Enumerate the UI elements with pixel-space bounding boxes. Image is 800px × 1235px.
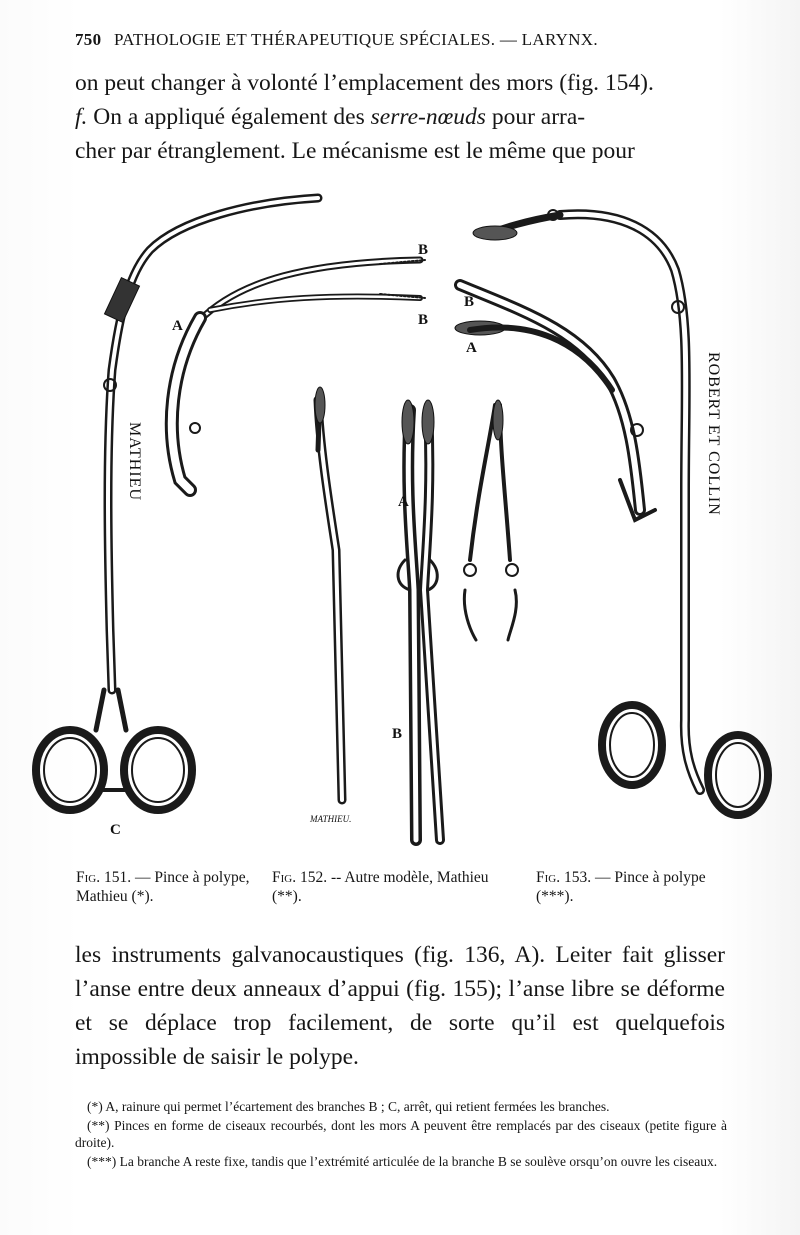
label-a-fig152: A — [398, 494, 409, 510]
label-b-fig153: B — [464, 294, 475, 310]
instrument-figure — [0, 190, 800, 850]
paragraph-top-line-2 — [75, 100, 725, 134]
label-c-fig151: C — [110, 822, 121, 838]
page-number: 750 — [75, 30, 102, 49]
label-b-mid: B — [418, 312, 429, 328]
footnotes — [75, 1098, 727, 1172]
paragraph-top-line-3: cher par étranglement. Le mécanisme est le même que pour — [75, 138, 635, 164]
label-a-fig151: A — [172, 318, 183, 334]
footnote-3: (***) La branche A reste fixe, tandis que l’extrémité articulée de la branche B se soulève orsqu’on ouvre les ciseaux. — [87, 1154, 718, 1169]
running-header — [75, 30, 725, 50]
fig151-forceps-drawing — [36, 198, 425, 810]
fig152-forceps-drawing — [315, 387, 518, 840]
label-b-top: B — [418, 242, 429, 258]
item-label-f: f. — [75, 104, 88, 130]
term-serre-noeuds: serre-nœuds — [370, 104, 486, 130]
caption-fig153-number: Fig. 153. — [536, 869, 592, 886]
paragraph-bottom: les instruments galvanocaustiques (fig. 136, A). Leiter fait glisser l’anse entre deux anneaux d’appui (fig. 155); l’anse libre se déforme et se déplace trop facilement, de sorte qu’il est quelquefois impossible de saisir le polype. — [75, 942, 725, 1070]
label-a-fig153: A — [466, 340, 477, 356]
caption-fig151 — [76, 868, 276, 906]
caption-fig151-number: Fig. 151. — [76, 869, 132, 886]
maker-mark-mathieu: MATHIEU — [126, 422, 143, 501]
line-2-part-b: pour arra- — [485, 104, 586, 130]
label-b-fig152: B — [392, 726, 403, 742]
footnote-2: (**) Pinces en forme de ciseaux recourbés, dont les mors A peuvent être remplacés par des ciseaux (petite figure à droite). — [75, 1118, 727, 1150]
caption-fig152-number: Fig. 152. — [272, 869, 328, 886]
caption-fig152-text: -- Autre modèle, Mathieu (**). — [272, 869, 489, 905]
footnote-1: (*) A, rainure qui permet l’écartement des branches B ; C, arrêt, qui retient fermées les branches. — [87, 1099, 610, 1114]
caption-fig153-text: — Pince à polype (***). — [536, 869, 706, 905]
maker-mark-mathieu-small: MATHIEU. — [310, 814, 352, 824]
caption-fig152 — [272, 868, 512, 906]
running-title: PATHOLOGIE ET THÉRAPEUTIQUE SPÉCIALES. — LARYNX. — [113, 30, 598, 49]
caption-fig151-text: — Pince à polype, Mathieu (*). — [76, 869, 250, 905]
paragraph-top-line-1: on peut changer à volonté l’emplacement des mors (fig. 154). — [75, 70, 654, 96]
maker-mark-robert-collin: ROBERT ET COLLIN — [705, 352, 722, 516]
line-2-part-a: On a appliqué également des — [87, 104, 371, 130]
caption-fig153 — [536, 868, 736, 906]
paragraph-top — [75, 66, 725, 168]
